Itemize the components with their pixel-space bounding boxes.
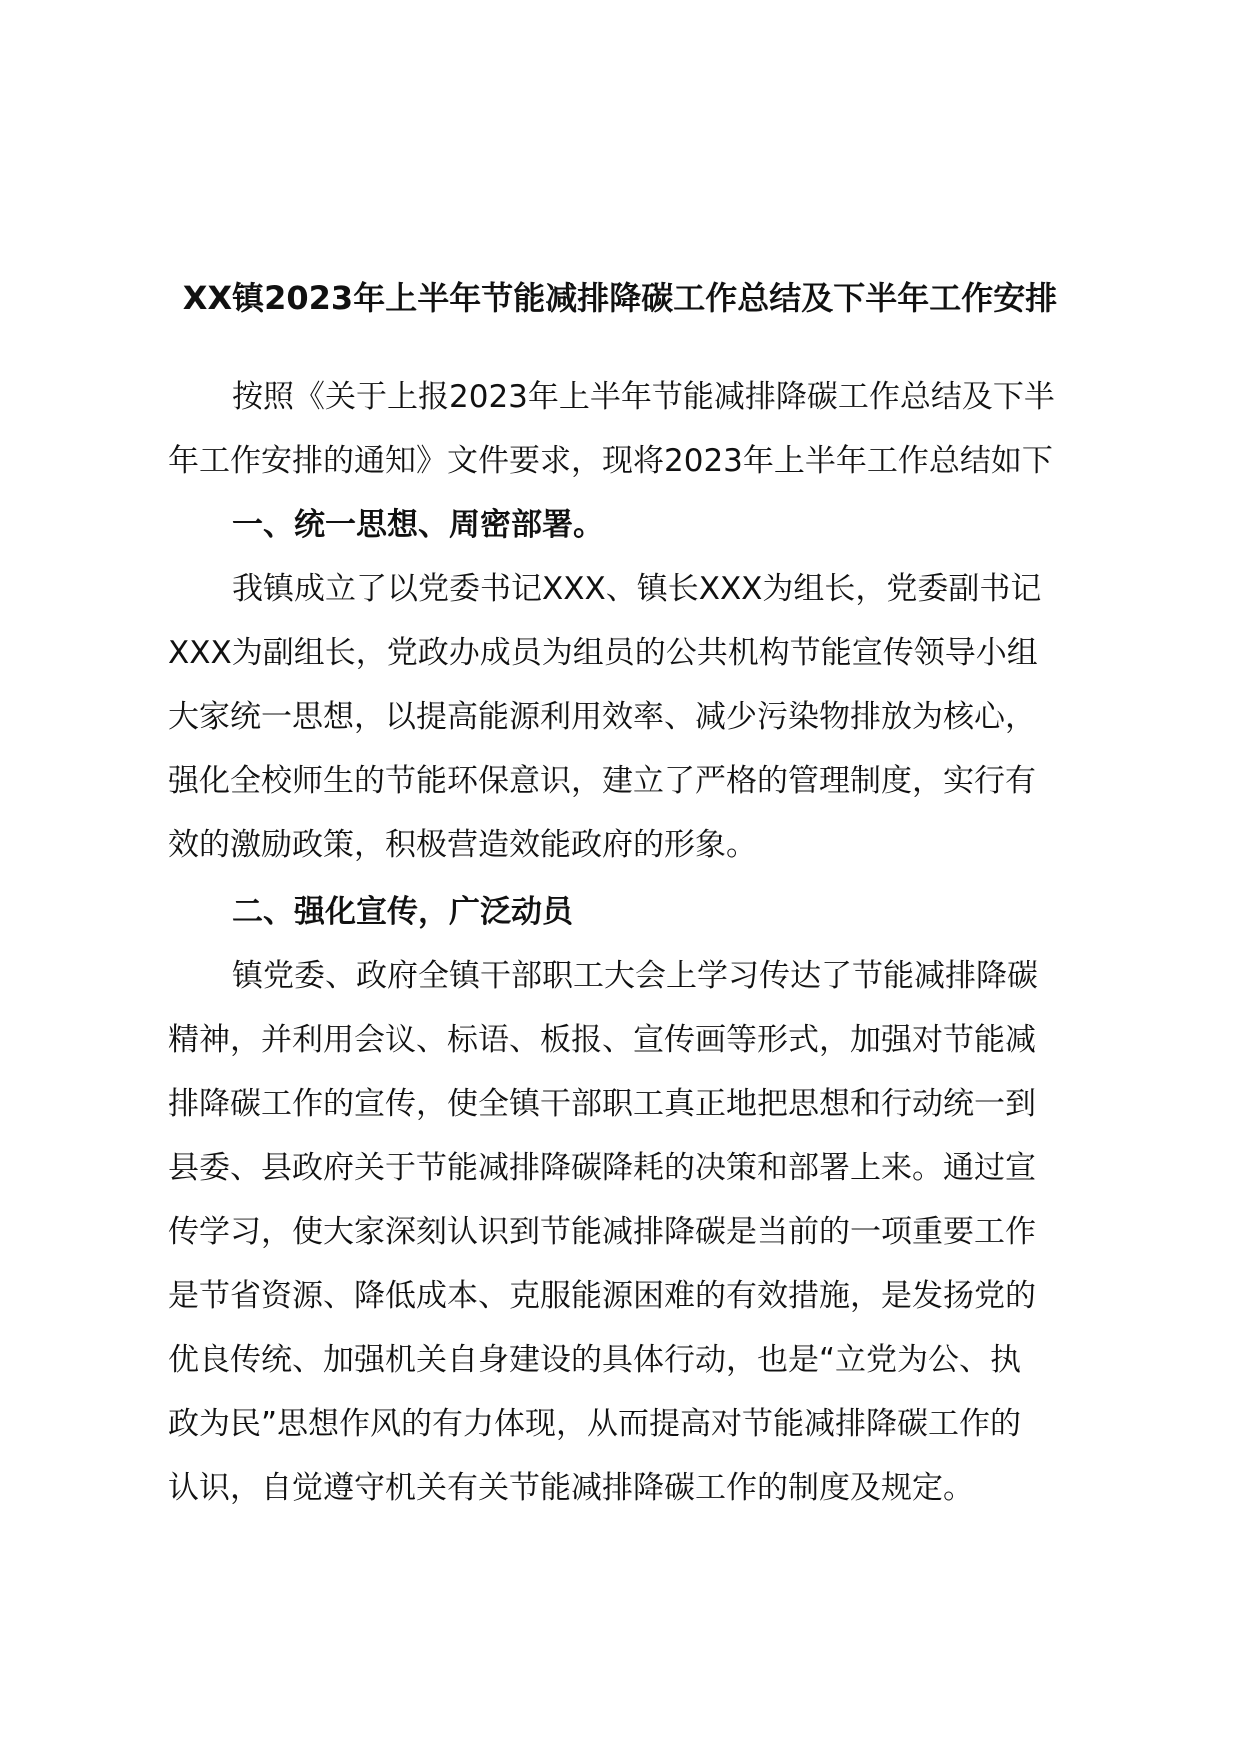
document-title: XX镇2023年上半年节能减排降碳工作总结及下半年工作安排: [182, 279, 1058, 317]
section-2-line: 传学习，使大家深刻认识到节能减排降碳是当前的一项重要工作: [168, 1214, 1036, 1250]
intro-line: 按照《关于上报2023年上半年节能减排降碳工作总结及下半: [232, 379, 1055, 415]
section-1-heading: 一、统一思想、周密部署。: [232, 507, 604, 543]
section-1-line: 大家统一思想，以提高能源利用效率、减少污染物排放为核心，: [168, 699, 1036, 735]
section-2-line: 是节省资源、降低成本、克服能源困难的有效措施，是发扬党的: [168, 1278, 1036, 1314]
section-2-line: 镇党委、政府全镇干部职工大会上学习传达了节能减排降碳: [232, 958, 1038, 994]
section-2-line: 精神，并利用会议、标语、板报、宣传画等形式，加强对节能减: [168, 1022, 1036, 1058]
section-1-line: 强化全校师生的节能环保意识，建立了严格的管理制度，实行有: [168, 763, 1036, 799]
section-1-line: XXX为副组长，党政办成员为组员的公共机构节能宣传领导小组: [168, 635, 1038, 671]
section-2-line: 认识，自觉遵守机关有关节能减排降碳工作的制度及规定。: [168, 1470, 974, 1506]
section-2-line: 优良传统、加强机关自身建设的具体行动，也是“立党为公、执: [168, 1342, 1022, 1378]
section-1-line: 我镇成立了以党委书记XXX、镇长XXX为组长，党委副书记: [232, 571, 1042, 607]
section-2-line: 排降碳工作的宣传，使全镇干部职工真正地把思想和行动统一到: [168, 1086, 1036, 1122]
section-1-line: 效的激励政策，积极营造效能政府的形象。: [168, 827, 757, 863]
intro-line: 年工作安排的通知》文件要求，现将2023年上半年工作总结如下: [168, 443, 1053, 479]
section-2-line: 政为民”思想作风的有力体现，从而提高对节能减排降碳工作的: [168, 1406, 1022, 1442]
section-2-line: 县委、县政府关于节能减排降碳降耗的决策和部署上来。通过宣: [168, 1150, 1036, 1186]
section-2-heading: 二、强化宣传，广泛动员: [232, 894, 573, 930]
